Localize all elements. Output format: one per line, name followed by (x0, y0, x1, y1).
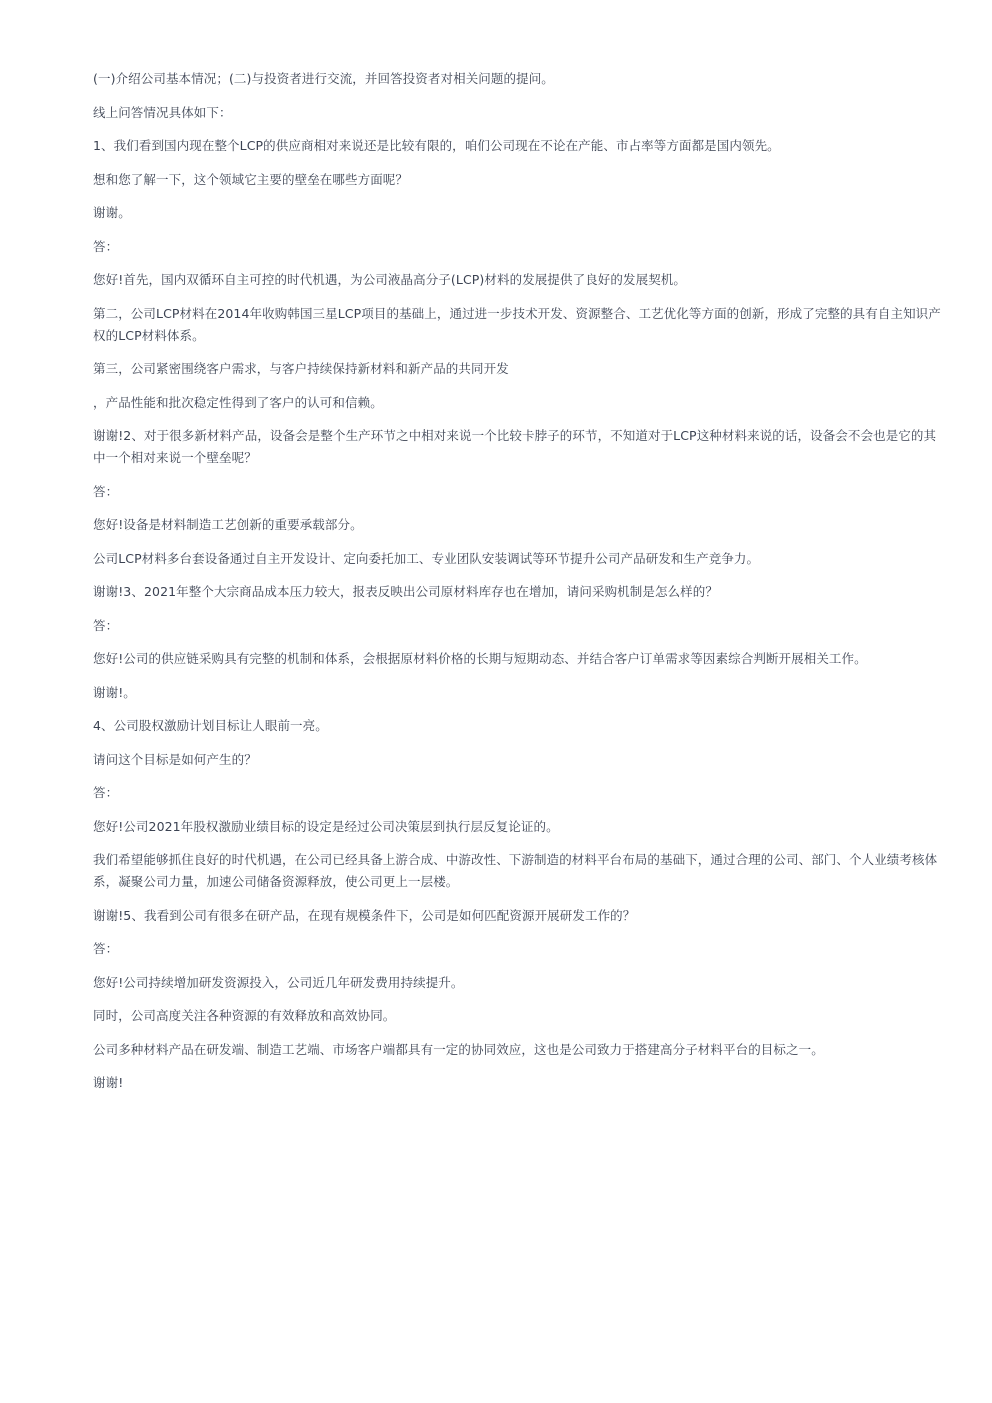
paragraph-question-4: 4、公司股权激励计划目标让人眼前一亮。 (93, 718, 328, 733)
paragraph-answer-2a: 您好!设备是材料制造工艺创新的重要承载部分。 (93, 517, 363, 532)
paragraph-answer-4b: 我们希望能够抓住良好的时代机遇，在公司已经具备上游合成、中游改性、下游制造的材料平台布局的基础下，通过合理的公司、部门、个人业绩考核体系，凝聚公司力量，加速公司储备资源释放，使公司更上一层楼。 (93, 852, 938, 889)
paragraph-question-5: 谢谢!5、我看到公司有很多在研产品，在现有规模条件下，公司是如何匹配资源开展研发工作的？ (93, 907, 636, 923)
paragraph-answer-5a: 您好!公司持续增加研发资源投入，公司近几年研发费用持续提升。 (93, 974, 464, 990)
paragraph-question-3: 谢谢!3、2021年整个大宗商品成本压力较大，报表反映出公司原材料库存也在增加，请问采购机制是怎么样的？ (93, 584, 718, 599)
paragraph-question-1: 1、我们看到国内现在整个LCP的供应商相对来说还是比较有限的，咱们公司现在不论在产能、市占率等方面都是国内领先。 (93, 138, 780, 153)
paragraph-answer-1d: ，产品性能和批次稳定性得到了客户的认可和信赖。 (93, 394, 383, 410)
paragraph-answer-2b: 公司LCP材料多台套设备通过自主开发设计、定向委托加工、专业团队安装调试等环节提升公司产品研发和生产竞争力。 (93, 550, 760, 566)
paragraph-answer-3: 您好!公司的供应链采购具有完整的机制和体系，会根据原材料价格的长期与短期动态、并结合客户订单需求等因素综合判断开展相关工作。 (93, 651, 867, 666)
paragraph-answer-4a: 您好!公司2021年股权激励业绩目标的设定是经过公司决策层到执行层反复论证的。 (93, 818, 559, 834)
paragraph-answer-5b: 同时，公司高度关注各种资源的有效释放和高效协同。 (93, 1008, 396, 1023)
paragraph-question-4-cont: 请问这个目标是如何产生的？ (93, 751, 257, 767)
paragraph-qa-header: 线上问答情况具体如下： (93, 104, 232, 120)
paragraph-thanks-final: 谢谢! (93, 1075, 124, 1090)
paragraph-answer-5c: 公司多种材料产品在研发端、制造工艺端、市场客户端都具有一定的协同效应，这也是公司致力于搭建高分子材料平台的目标之一。 (93, 1041, 824, 1057)
paragraph-thanks: 谢谢!。 (93, 684, 136, 700)
document-body (93, 68, 945, 1106)
paragraph-answer-1b: 第二，公司LCP材料在2014年收购韩国三星LCP项目的基础上，通过进一步技术开发、资源整合、工艺优化等方面的创新，形成了完整的具有自主知识产权的LCP材料体系。 (93, 305, 941, 343)
paragraph-question-1-cont: 想和您了解一下，这个领域它主要的壁垒在哪些方面呢？ (93, 171, 409, 187)
paragraph-answer-1a: 您好!首先，国内双循环自主可控的时代机遇，为公司液晶高分子(LCP)材料的发展提供了良好的发展契机。 (93, 272, 686, 287)
paragraph-answer-label: 答： (93, 617, 119, 633)
paragraph-answer-1c: 第三，公司紧密围绕客户需求，与客户持续保持新材料和新产品的共同开发 (93, 361, 509, 376)
paragraph-question-2: 谢谢!2、对于很多新材料产品，设备会是整个生产环节之中相对来说一个比较卡脖子的环节，不知道对于LCP这种材料来说的话，设备会不会也是它的其中一个相对来说一个壁垒呢？ (93, 428, 937, 465)
paragraph-intro: (一)介绍公司基本情况；(二)与投资者进行交流，并回答投资者对相关问题的提问。 (93, 71, 554, 86)
paragraph-answer-label: 答： (93, 785, 119, 800)
paragraph-answer-label: 答： (93, 941, 119, 956)
paragraph-answer-label: 答： (93, 238, 119, 254)
paragraph-answer-label: 答： (93, 483, 119, 499)
paragraph-thanks: 谢谢。 (93, 205, 131, 220)
